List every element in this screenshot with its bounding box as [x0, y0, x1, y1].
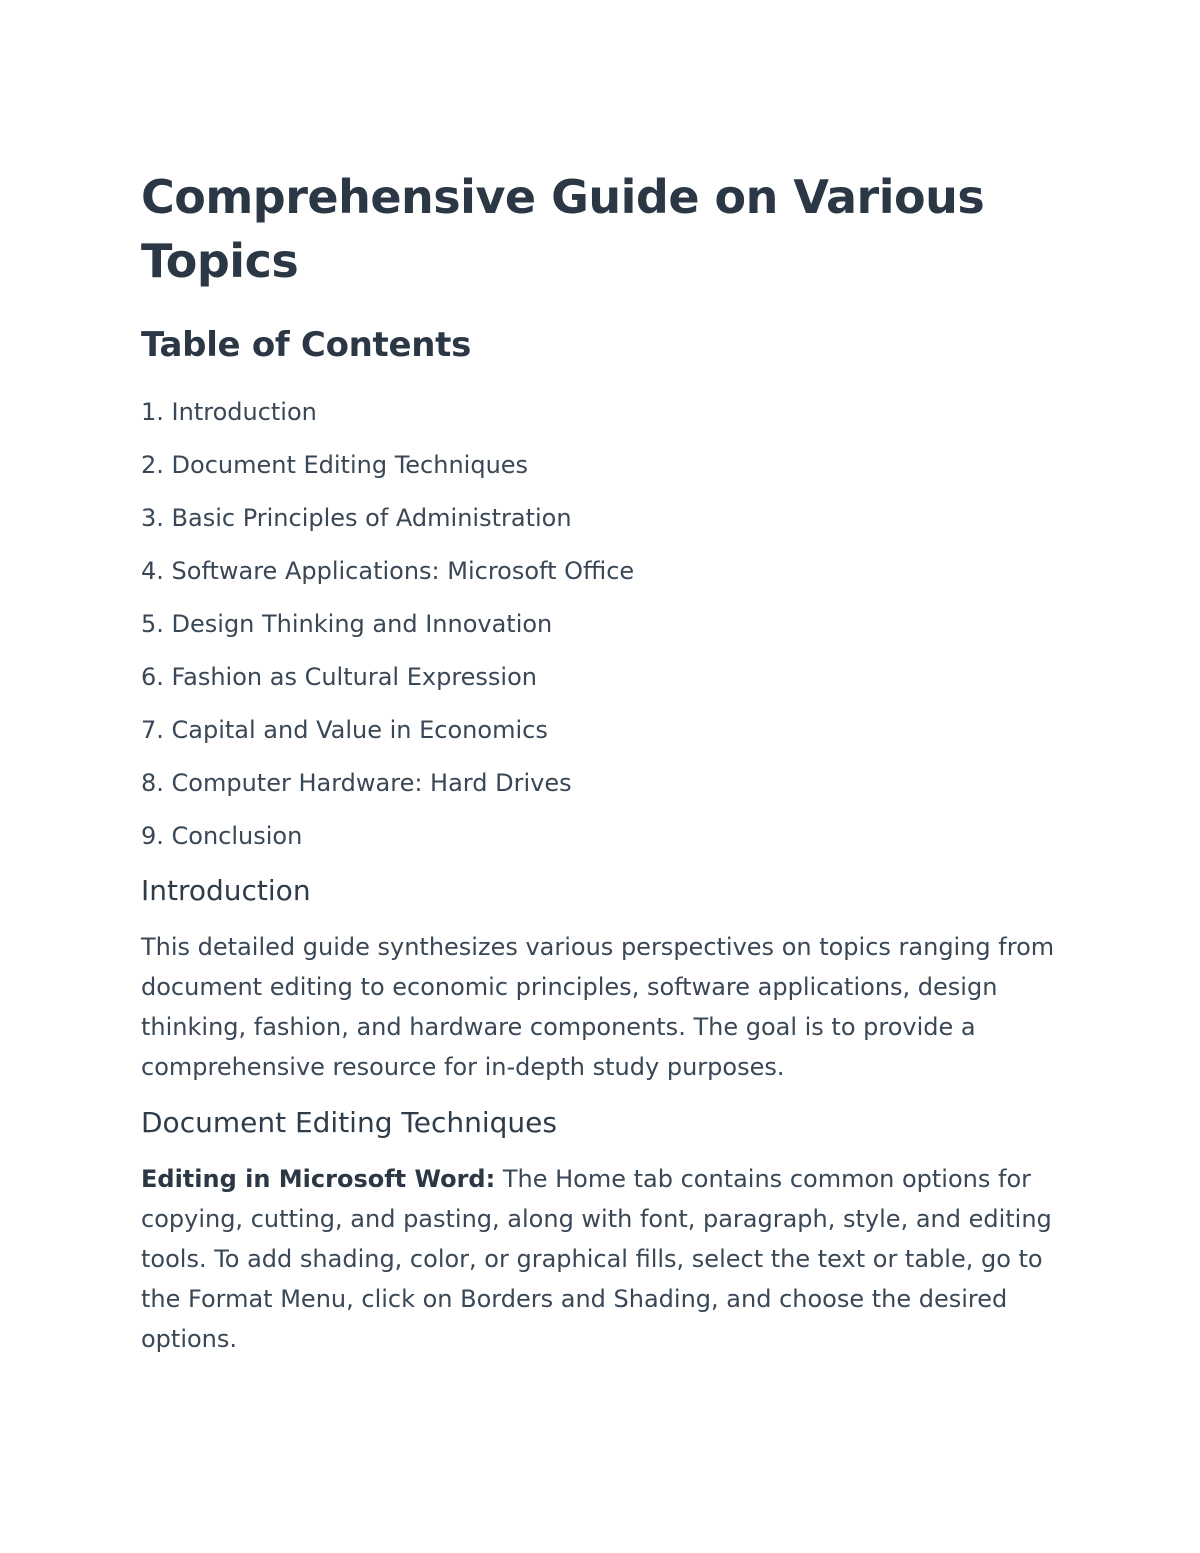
toc-item-software-applications: 4. Software Applications: Microsoft Office [141, 557, 635, 585]
editing-lead-label: Editing in Microsoft Word: [141, 1165, 496, 1193]
toc-item-administration: 3. Basic Principles of Administration [141, 504, 572, 532]
introduction-heading: Introduction [141, 874, 311, 907]
toc-item-design-thinking: 5. Design Thinking and Innovation [141, 610, 553, 638]
editing-body-text: The Home tab contains common options for copying, cutting, and pasting, along with font, paragraph, style, and editing tools. To add shading, color, or graphical fills, select the text or table, go to the Format Menu, click on Borders and Shading, and choose the desired options. [141, 1165, 1052, 1353]
toc-item-fashion: 6. Fashion as Cultural Expression [141, 663, 537, 691]
toc-item-conclusion: 9. Conclusion [141, 822, 303, 850]
introduction-paragraph: This detailed guide synthesizes various perspectives on topics ranging from document editing to economic principles, software applications, design thinking, fashion, and hardware components. The goal is to provide a comprehensive resource for in-depth study purposes. [141, 933, 1055, 1081]
toc-item-capital-value: 7. Capital and Value in Economics [141, 716, 548, 744]
document-title: Comprehensive Guide on Various Topics [141, 170, 985, 288]
toc-item-document-editing: 2. Document Editing Techniques [141, 451, 529, 479]
toc-heading: Table of Contents [141, 325, 472, 365]
toc-item-introduction: 1. Introduction [141, 398, 317, 426]
toc-item-hardware: 8. Computer Hardware: Hard Drives [141, 769, 572, 797]
document-editing-heading: Document Editing Techniques [141, 1106, 557, 1139]
editing-paragraph [141, 1159, 1061, 1359]
toc-list [141, 397, 1061, 851]
document-page [141, 165, 1061, 1359]
